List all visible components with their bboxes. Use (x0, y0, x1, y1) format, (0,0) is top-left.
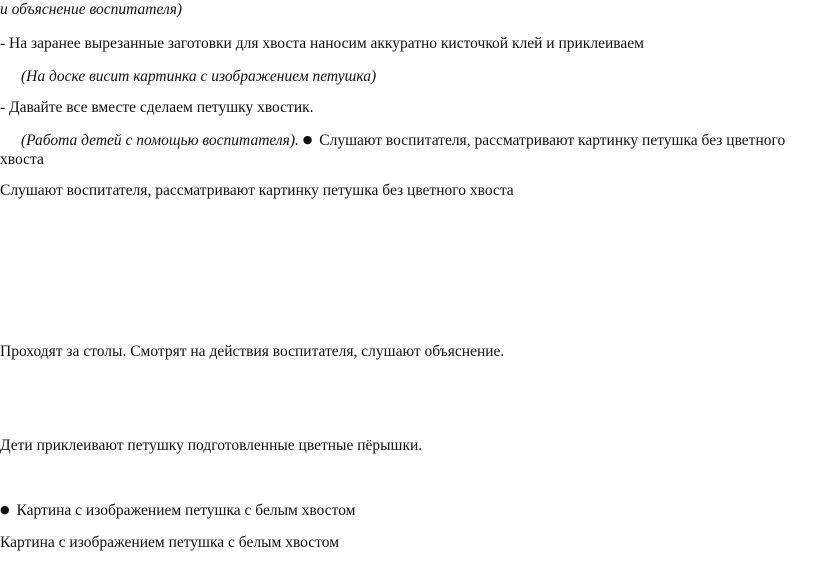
bullet-icon: ● (302, 133, 313, 146)
text-line-go-to-tables: Проходят за столы. Смотрят на действия воспитателя, слушают объяснение. (0, 343, 505, 360)
listen-teacher-text: Слушают воспитателя, рассматривают картинку петушка без цветного (319, 132, 786, 149)
text-line-make-tail: - Давайте все вместе сделаем петушку хвостик. (0, 99, 314, 116)
text-line-picture-white-tail: Картина с изображением петушка с белым хвостом (0, 534, 340, 551)
text-line-picture-bullet (0, 500, 356, 521)
text-line-tail-word: хвоста (0, 151, 44, 168)
text-line-glue-feathers: Дети приклеивают петушку подготовленные цветные пёрышки. (0, 437, 423, 454)
text-line-board-picture: (На доске висит картинка с изображением петушка) (21, 68, 377, 85)
text-line-children-work (21, 130, 785, 151)
text-line-explanation-end: и объяснение воспитателя) (0, 1, 183, 18)
bullet-icon: ● (0, 503, 10, 516)
text-line-listen-teacher: Слушают воспитателя, рассматривают картинку петушка без цветного хвоста (0, 182, 514, 199)
picture-white-tail-text: Картина с изображением петушка с белым хвостом (16, 502, 356, 519)
children-work-remark: (Работа детей с помощью воспитателя). (21, 132, 299, 149)
text-line-glue-instruction: - На заранее вырезанные заготовки для хвоста наносим аккуратно кисточкой клей и приклеиваем (0, 35, 644, 52)
